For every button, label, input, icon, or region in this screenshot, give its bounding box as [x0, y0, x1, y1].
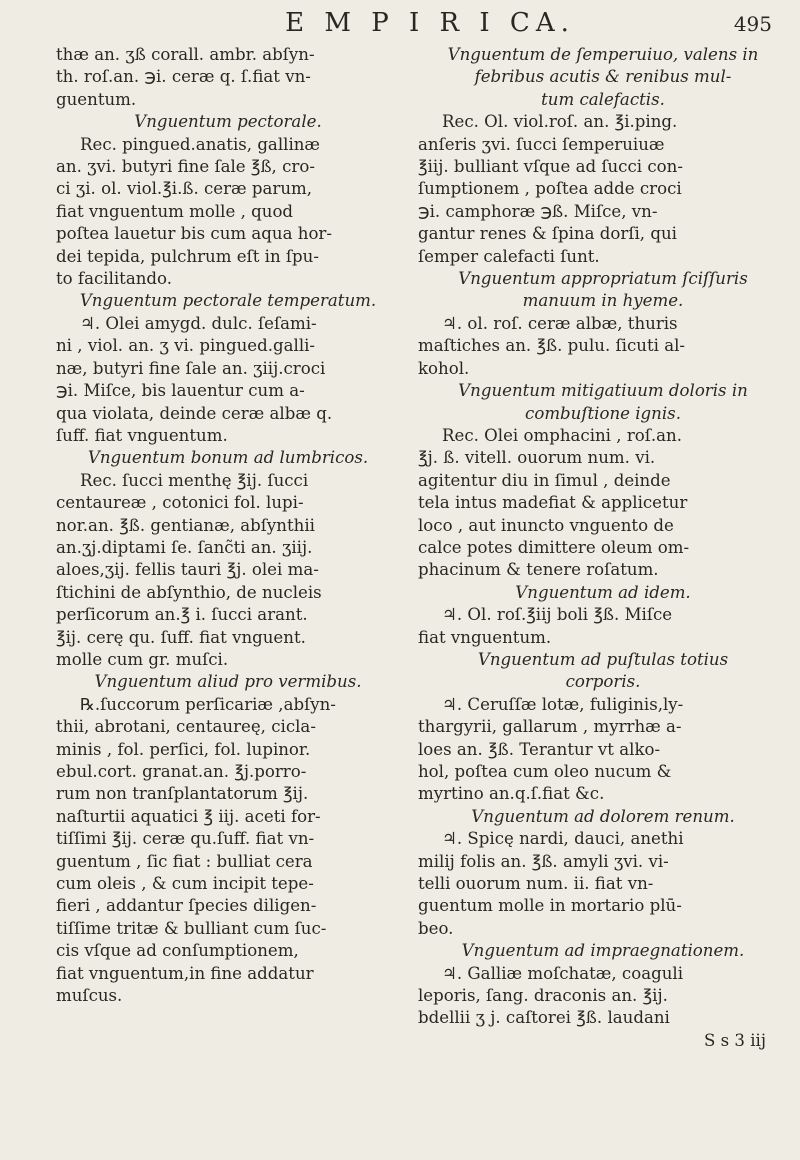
text-line: qua violata, deinde ceræ albæ q.	[56, 403, 333, 423]
section-heading-line: Vnguentum ad idem.	[515, 582, 691, 602]
text-line: minis , fol. perſici, fol. lupinor.	[56, 739, 311, 759]
signature-mark: S s 3 iij	[703, 1030, 766, 1050]
text-line: maſtiches an. ℥ß. pulu. ſicuti al-	[418, 336, 686, 356]
text-line: ni , viol. an. ʒ vi. pingued.galli-	[56, 336, 316, 356]
text-line: ſemper calefacti ſunt.	[418, 246, 600, 266]
text-line: ♃. Ol. roſ.℥iij boli ℥ß. Miſce	[442, 605, 673, 625]
text-line: ℞.ſuccorum perſicariæ ,abſyn-	[80, 694, 336, 714]
text-line: tela intus madefiat & applicetur	[418, 493, 688, 513]
text-line: guentum , ſic fiat : bulliat cera	[56, 851, 313, 871]
text-line: nor.an. ℥ß. gentianæ, abſynthii	[56, 515, 315, 535]
text-line: an. ʒvi. butyri fine ſale ℥ß, cro-	[56, 157, 315, 177]
right-column	[418, 44, 788, 1052]
text-line: ♃. Olei amygd. dulc. ſeſami-	[80, 313, 317, 333]
text-line: agitentur diu in ſimul , deinde	[418, 470, 671, 490]
text-line: centaureæ , cotonici fol. lupi-	[56, 493, 304, 513]
text-line: fiat vnguentum molle , quod	[56, 201, 294, 221]
text-line: næ, butyri fine ſale an. ʒiij.croci	[56, 358, 326, 378]
text-line: kohol.	[418, 358, 470, 378]
text-line: myrtino an.q.ſ.fiat &c.	[418, 784, 605, 804]
text-line: muſcus.	[56, 986, 123, 1006]
text-line: Rec. pingued.anatis, gallinæ	[80, 134, 321, 154]
text-line: dei tepida, pulchrum eſt in ſpu-	[56, 246, 319, 266]
text-line: thæ an. ʒß corall. ambr. abſyn-	[56, 45, 315, 64]
text-line: bdellii ʒ j. caſtorei ℥ß. laudani	[418, 1008, 670, 1028]
text-line: guentum molle in mortario plū-	[418, 896, 682, 916]
text-line: ℥j. ß. vitell. ouorum num. vi.	[418, 448, 656, 468]
text-line: ♃. Spicę nardi, dauci, anethi	[442, 829, 684, 849]
text-line: Rec. ſucci menthę ℥ij. ſucci	[80, 470, 309, 490]
text-line: ci ʒi. ol. viol.℥i.ß. ceræ parum,	[56, 179, 313, 199]
section-heading-line: Vnguentum appropriatum ſciſſuris	[458, 269, 748, 289]
section-heading-line: corporis.	[565, 672, 641, 692]
text-line: tiſſime tritæ & bulliant cum ſuc-	[56, 918, 327, 938]
text-line: thii, abrotani, centaureę, cicla-	[56, 717, 316, 737]
page-number: 495	[733, 12, 772, 36]
text-line: th. roſ.an. ℈i. ceræ q. ſ.fiat vn-	[56, 67, 311, 87]
section-heading-line: tum calefactis.	[541, 89, 665, 109]
text-line: ♃. ol. roſ. ceræ albæ, thuris	[442, 313, 678, 333]
text-line: fiat vnguentum.	[418, 627, 552, 647]
section-heading-line: Vnguentum aliud pro vermibus.	[94, 672, 362, 692]
section-heading-line: Vnguentum de ſemperuiuo, valens in	[447, 45, 759, 64]
text-line: ℈i. camphoræ ℈ß. Miſce, vn-	[418, 201, 658, 221]
text-line: leporis, ſang. draconis an. ℥ij.	[418, 986, 668, 1006]
text-line: gantur renes & ſpina dorſi, qui	[418, 224, 677, 244]
text-line: loes an. ℥ß. Terantur vt alko-	[418, 739, 661, 759]
text-line: fiat vnguentum,in fine addatur	[56, 963, 314, 983]
text-line: phacinum & tenere roſatum.	[418, 560, 659, 580]
text-line: ℈i. Miſce, bis lauentur cum a-	[56, 381, 305, 401]
text-line: ebul.cort. granat.an. ℥j.porro-	[56, 762, 307, 781]
section-heading-line: Vnguentum ad impraegnationem.	[461, 941, 745, 961]
text-line: guentum.	[56, 89, 137, 109]
text-line: poſtea lauetur bis cum aqua hor-	[56, 224, 332, 244]
text-line: ſumptionem , poſtea adde croci	[418, 179, 682, 199]
text-line: calce potes dimittere oleum om-	[418, 537, 690, 557]
text-line: telli ouorum num. ii. fiat vn-	[418, 874, 654, 894]
text-line: Rec. Ol. viol.roſ. an. ℥i.ping.	[442, 112, 678, 132]
text-line: ſtichini de abſynthio, de nucleis	[56, 582, 322, 602]
section-heading-line: Vnguentum bonum ad lumbricos.	[87, 448, 369, 468]
text-line: naſturtii aquatici ℥ iij. aceti for-	[56, 806, 321, 826]
text-line: hol, poſtea cum oleo nucum &	[418, 762, 672, 781]
section-heading-line: Vnguentum pectorale temperatum.	[79, 291, 377, 311]
text-line: Rec. Olei omphacini , roſ.an.	[442, 425, 683, 445]
text-line: cis vſque ad conſumptionem,	[56, 941, 299, 961]
text-line: anſeris ʒvi. ſucci ſemperuiuæ	[418, 134, 665, 154]
text-line: ſuff. fiat vnguentum.	[56, 425, 228, 445]
left-column	[56, 44, 400, 1007]
text-line: cum oleis , & cum incipit tepe-	[56, 874, 314, 894]
text-line: ♃. Galliæ moſchatæ, coaguli	[442, 963, 684, 983]
text-line: thargyrii, gallarum , myrrhæ a-	[418, 717, 682, 737]
text-line: to facilitando.	[56, 269, 173, 289]
text-line: ♃. Ceruſſæ lotæ, fuliginis,ly-	[442, 694, 684, 714]
text-line: milij folis an. ℥ß. amyli ʒvi. vi-	[418, 851, 669, 871]
section-heading-line: Vnguentum ad puſtulas totius	[477, 649, 729, 669]
text-line: perſicorum an.℥ i. ſucci arant.	[56, 605, 308, 625]
text-line: beo.	[418, 918, 454, 938]
text-line: an.ʒj.diptami ſe. ſanc̃ti an. ʒiij.	[56, 537, 313, 557]
running-title: E M P I R I CA.	[285, 8, 575, 38]
text-line: loco , aut inuncto vnguento de	[418, 515, 674, 535]
text-line: ℥ij. cerę qu. ſuff. fiat vnguent.	[56, 627, 306, 647]
text-line: molle cum gr. muſci.	[56, 649, 229, 669]
section-heading-line: febribus acutis & renibus mul-	[474, 67, 732, 87]
section-heading-line: Vnguentum ad dolorem renum.	[471, 806, 735, 826]
section-heading-line: manuum in hyeme.	[522, 291, 684, 311]
text-line: rum non tranſplantatorum ℥ij.	[56, 784, 309, 804]
section-heading-line: Vnguentum mitigatiuum doloris in	[458, 381, 748, 401]
text-line: ℥iij. bulliant vſque ad ſucci con-	[418, 157, 683, 177]
text-line: aloes,ʒij. fellis tauri ℥j. olei ma-	[56, 560, 319, 580]
text-line: tiſſimi ℥ij. ceræ qu.ſuff. fiat vn-	[56, 829, 315, 849]
running-head	[0, 8, 800, 44]
section-heading-line: Vnguentum pectorale.	[134, 112, 322, 132]
section-heading-line: combuſtione ignis.	[525, 403, 681, 423]
text-line: fieri , addantur ſpecies diligen-	[56, 896, 317, 916]
